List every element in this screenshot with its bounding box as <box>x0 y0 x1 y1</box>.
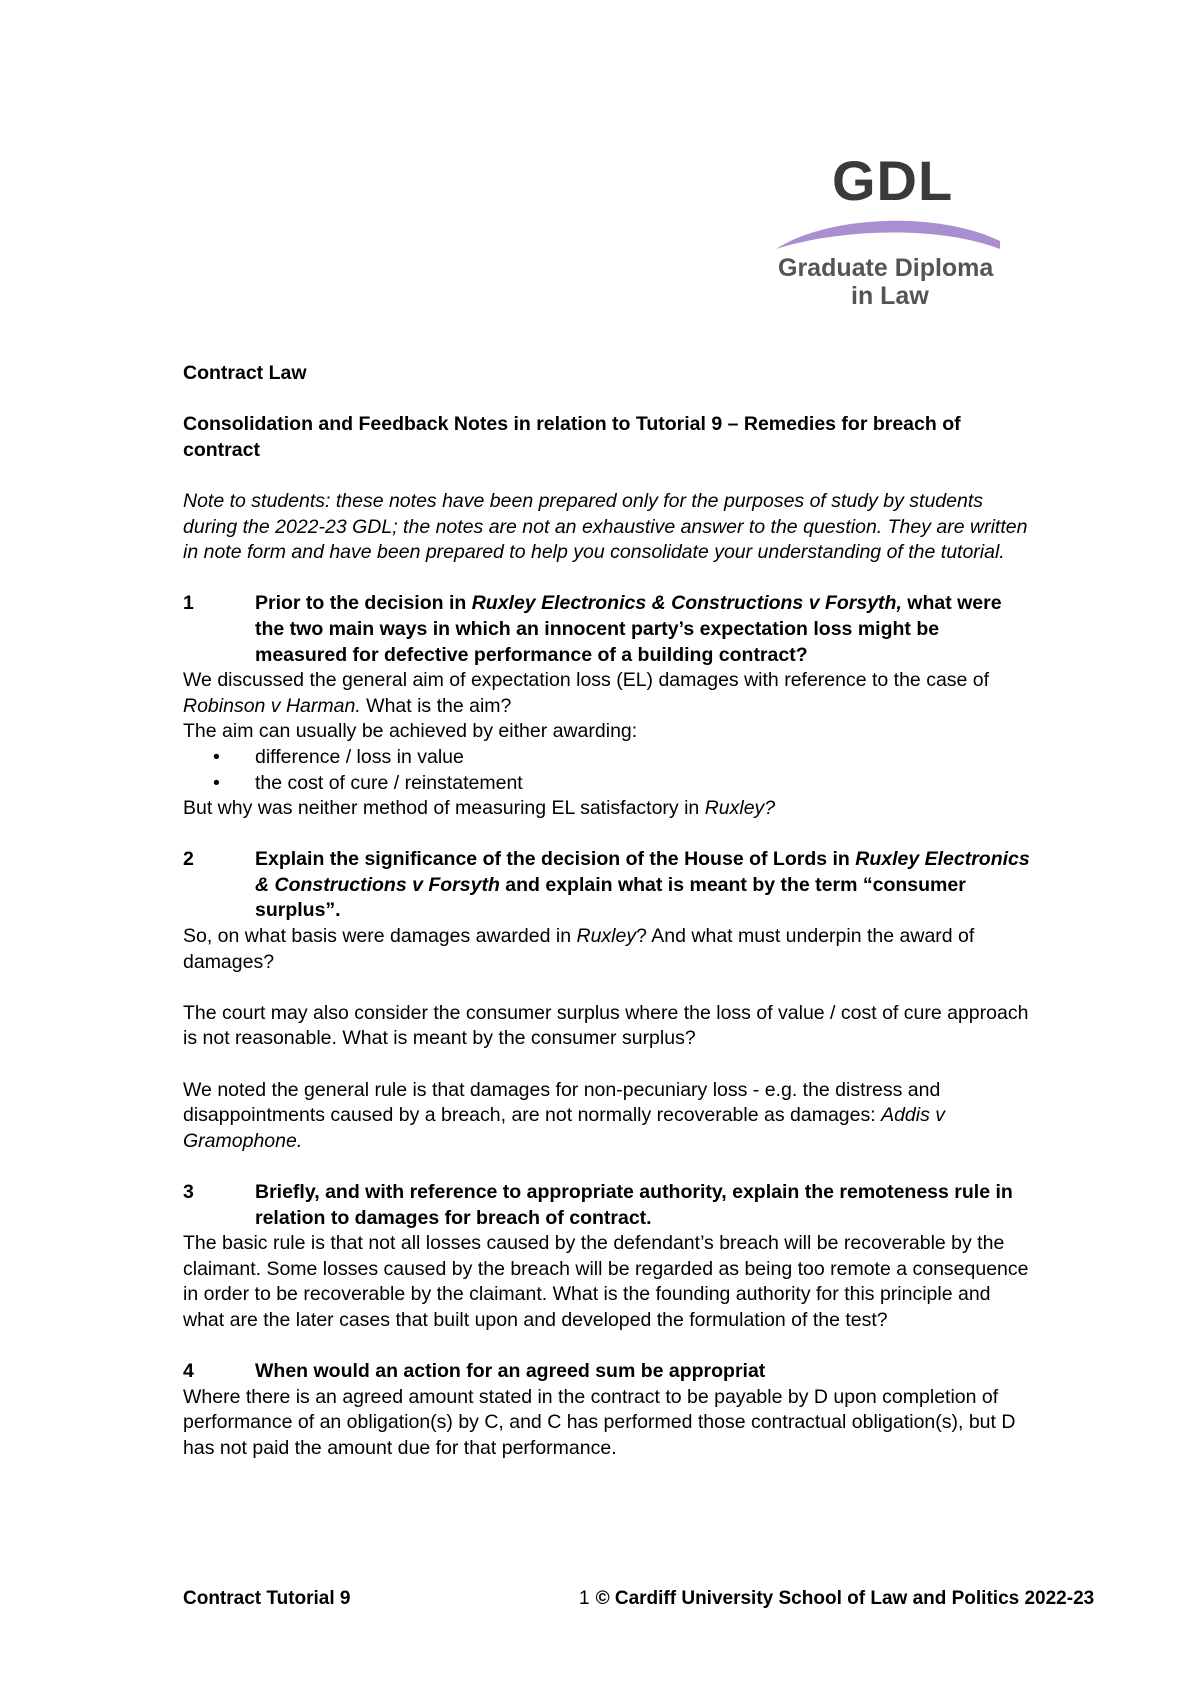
question-3 <box>183 1180 1033 1231</box>
logo-line-1: Graduate Diploma <box>778 254 994 282</box>
answer-paragraph: So, on what basis were damages awarded in Ruxley? And what must underpin the award of damages? <box>183 925 975 973</box>
answer-paragraph: The aim can usually be achieved by either awarding: <box>183 720 638 743</box>
answer-paragraph: The court may also consider the consumer surplus where the loss of value / cost of cure approach is not reasonable. What is meant by the consumer surplus? <box>183 1001 1029 1050</box>
document-body <box>183 361 1033 1462</box>
bullet-list <box>183 745 1033 796</box>
question-text: Explain the significance of the decision of the House of Lords in <box>255 848 856 871</box>
question-2 <box>183 847 1033 924</box>
course-title: Contract Law <box>183 362 307 384</box>
footer-copyright: © Cardiff University School of Law and Politics 2022-23 <box>595 1588 1095 1609</box>
logo-arc-icon <box>768 215 1008 253</box>
question-number: 3 <box>183 1181 194 1203</box>
logo-line-2: in Law <box>851 282 929 310</box>
logo-acronym: GDL <box>832 149 954 212</box>
question-1 <box>183 591 1033 668</box>
footer-left: Contract Tutorial 9 <box>183 1588 351 1609</box>
case-name: Robinson v Harman. <box>183 694 361 717</box>
page-number: 1 <box>579 1588 590 1609</box>
question-text: and explain what is meant by the term “consumer surplus”. <box>255 873 966 922</box>
note-to-students: Note to students: these notes have been prepared only for the purposes of study by students during the 2022-23 GDL; the notes are not an exhaustive answer to the question. They are written in note form and have been prepared to help you consolidate your understanding of the tutorial. <box>183 489 1028 564</box>
list-item: • difference / loss in value <box>183 745 1033 771</box>
list-item: • the cost of cure / reinstatement <box>183 771 1033 797</box>
answer-paragraph: We discussed the general aim of expectation loss (EL) damages with reference to the case of Robinson v Harman. What is the aim? <box>183 669 990 717</box>
document-heading: Consolidation and Feedback Notes in relation to Tutorial 9 – Remedies for breach of contract <box>183 413 961 461</box>
answer-paragraph: Where there is an agreed amount stated in the contract to be payable by D upon completion of performance of an obligation(s) by C, and C has performed those contractual obligation(s), but D has not paid the amount due for that performance. <box>183 1385 1016 1459</box>
question-text: what were the two main ways in which an innocent party’s expectation loss might be measured for defective performance of a building contract? <box>255 592 1002 666</box>
question-number: 1 <box>183 592 194 615</box>
question-text: Prior to the decision in <box>255 592 472 615</box>
question-text: When would an action for an agreed sum be appropriat <box>255 1360 766 1383</box>
gdl-logo <box>768 150 1028 310</box>
case-name: Addis v Gramophone. <box>183 1104 946 1152</box>
case-name: Ruxley <box>576 925 637 948</box>
case-name: Ruxley Electronics & Constructions v Forsyth <box>255 848 1030 896</box>
case-name: Ruxley? <box>704 797 776 820</box>
answer-paragraph: We noted the general rule is that damages for non-pecuniary loss - e.g. the distress and disappointments caused by a breach, are not normally recoverable as damages: Addis v Gramophone. <box>183 1078 946 1152</box>
answer-paragraph: The basic rule is that not all losses caused by the defendant’s breach will be recoverable by the claimant. Some losses caused by the breach will be regarded as being too remote a consequence in order to be recoverable by the claimant. What is the founding authority for this principle and what are the later cases that built upon and developed the formulation of the test? <box>183 1232 1029 1331</box>
question-number: 4 <box>183 1360 194 1383</box>
case-name: Ruxley Electronics & Constructions v Forsyth, <box>471 592 902 615</box>
question-text: Briefly, and with reference to appropriate authority, explain the remoteness rule in relation to damages for breach of contract. <box>255 1181 1013 1229</box>
question-number: 2 <box>183 848 194 871</box>
question-4 <box>183 1359 1033 1385</box>
answer-paragraph: But why was neither method of measuring EL satisfactory in Ruxley? <box>183 797 776 820</box>
